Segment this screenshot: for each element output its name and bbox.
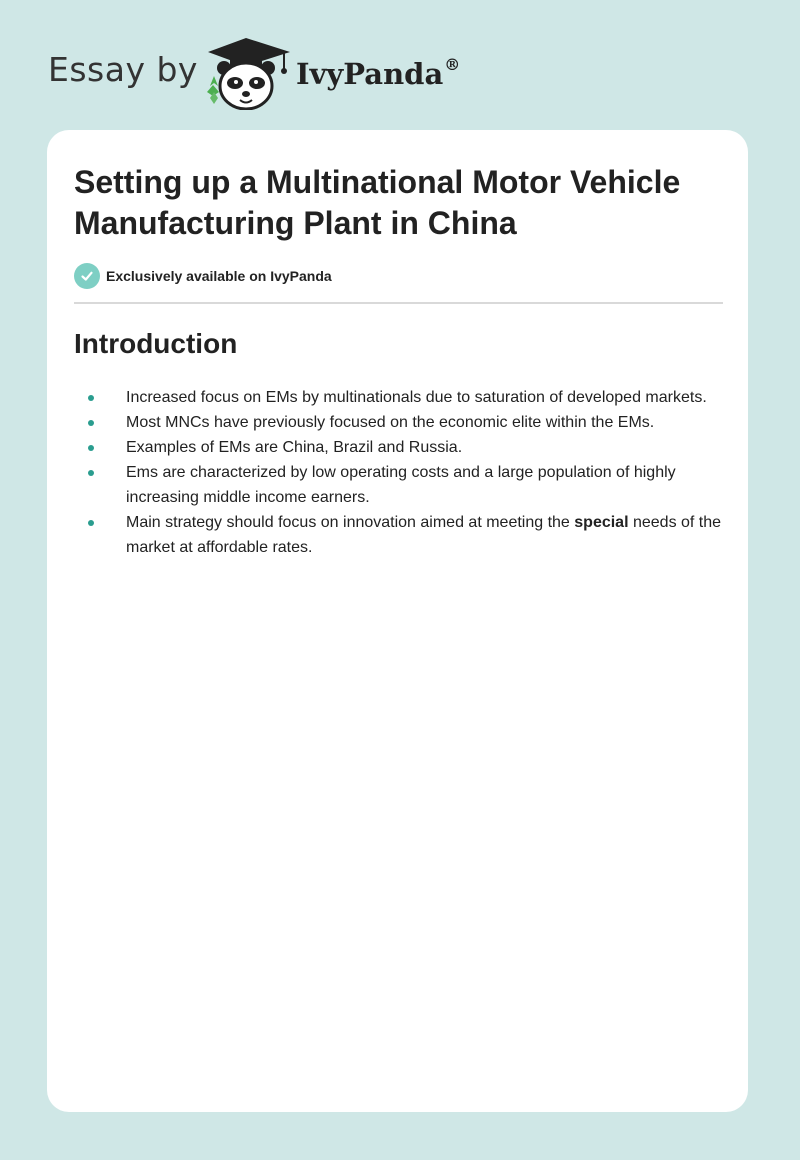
divider: [74, 302, 723, 304]
bullet-dot-icon: [88, 395, 94, 401]
bullet-list: [74, 385, 724, 560]
list-item: [74, 460, 724, 510]
bullet-text-bold: special: [574, 514, 629, 531]
check-circle-icon: [74, 263, 100, 289]
exclusive-badge: [74, 263, 332, 289]
section-heading: Introduction: [74, 328, 238, 359]
essay-card: [47, 130, 748, 1112]
bullet-text: Examples of EMs are China, Brazil and Russia.: [126, 439, 463, 456]
exclusive-label: Exclusively available on IvyPanda: [106, 268, 332, 284]
bullet-text-before: Main strategy should focus on innovation aimed at meeting the: [126, 514, 575, 531]
bullet-dot-icon: [88, 470, 94, 476]
bullet-dot-icon: [88, 445, 94, 451]
bullet-text: Increased focus on EMs by multinationals due to saturation of developed markets.: [126, 389, 707, 406]
brand-name: [296, 55, 460, 91]
list-item: [74, 385, 724, 410]
bullet-dot-icon: [88, 520, 94, 526]
bullet-dot-icon: [88, 420, 94, 426]
list-item: [74, 510, 724, 560]
list-item: [74, 410, 724, 435]
site-header: [0, 0, 800, 130]
registered-mark: ®: [444, 55, 461, 74]
bullet-text-after: needs of the market at affordable rates.: [126, 514, 722, 556]
panda-logo-icon[interactable]: [200, 36, 292, 110]
bullet-text: Ems are characterized by low operating costs and a large population of highly increasing middle income earners.: [126, 464, 676, 506]
brand-name-text: IvyPanda: [296, 57, 444, 91]
essay-title: Setting up a Multinational Motor Vehicle Manufacturing Plant in China: [74, 164, 681, 241]
list-item: [74, 435, 724, 460]
bullet-text: Most MNCs have previously focused on the economic elite within the EMs.: [126, 414, 655, 431]
essay-by-label: Essay by: [48, 50, 198, 89]
